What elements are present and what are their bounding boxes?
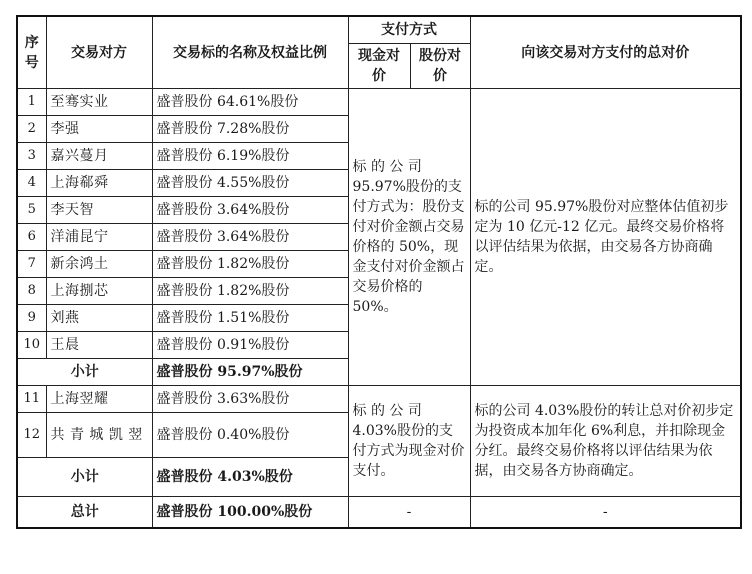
row-target: 盛普股份 3.64%股份 (152, 224, 348, 251)
subtotal-value: 盛普股份 4.03%股份 (152, 458, 348, 497)
row-counterparty: 上海郗舜 (46, 170, 152, 197)
subtotal-label: 小计 (17, 359, 152, 386)
grand-total-value: 盛普股份 100.00%股份 (152, 497, 348, 529)
row-no: 7 (17, 251, 46, 278)
row-counterparty: 洋浦昆宁 (46, 224, 152, 251)
header-seq: 序号 (17, 16, 46, 89)
row-no: 9 (17, 305, 46, 332)
group2-payment-method: 标 的 公 司 4.03%股份的支付方式为现金对价支付。 (348, 386, 470, 497)
header-cash: 现金对价 (348, 44, 410, 89)
row-no: 5 (17, 197, 46, 224)
row-counterparty: 王晨 (46, 332, 152, 359)
table-row (17, 89, 741, 116)
row-no: 2 (17, 116, 46, 143)
row-no: 1 (17, 89, 46, 116)
header-row-1 (17, 16, 741, 44)
transaction-consideration-table (16, 15, 742, 529)
table-row (17, 386, 741, 413)
row-counterparty: 刘燕 (46, 305, 152, 332)
subtotal-value: 盛普股份 95.97%股份 (152, 359, 348, 386)
grand-total-consideration: - (470, 497, 741, 529)
row-target: 盛普股份 1.82%股份 (152, 251, 348, 278)
header-payment-method: 支付方式 (348, 16, 470, 44)
row-target: 盛普股份 6.19%股份 (152, 143, 348, 170)
group2-total-consideration: 标的公司 4.03%股份的转让总对价初步定为投资成本加年化 6%利息，并扣除现金分红。最终交易价格将以评估结果为依据，由交易各方协商确定。 (470, 386, 741, 497)
row-target: 盛普股份 64.61%股份 (152, 89, 348, 116)
row-target: 盛普股份 3.64%股份 (152, 197, 348, 224)
row-target: 盛普股份 0.91%股份 (152, 332, 348, 359)
row-target: 盛普股份 7.28%股份 (152, 116, 348, 143)
grand-total-label: 总计 (17, 497, 152, 529)
row-target: 盛普股份 4.55%股份 (152, 170, 348, 197)
group1-payment-method: 标 的 公 司 95.97%股份的支付方式为：股份支付对价金额占交易价格的 50%，现金支付对价金额占交易价格的 50%。 (348, 89, 470, 386)
row-target: 盛普股份 0.40%股份 (152, 413, 348, 458)
row-counterparty: 共 青 城 凯 翌 (46, 413, 152, 458)
row-no: 6 (17, 224, 46, 251)
row-counterparty: 至骞实业 (46, 89, 152, 116)
row-counterparty: 嘉兴蔓月 (46, 143, 152, 170)
row-no: 10 (17, 332, 46, 359)
grand-total-row (17, 497, 741, 529)
header-shares: 股份对价 (410, 44, 470, 89)
row-counterparty: 新余鸿土 (46, 251, 152, 278)
subtotal-label: 小计 (17, 458, 152, 497)
grand-total-payment: - (348, 497, 470, 529)
row-target: 盛普股份 1.82%股份 (152, 278, 348, 305)
row-no: 3 (17, 143, 46, 170)
group1-total-consideration: 标的公司 95.97%股份对应整体估值初步定为 10 亿元-12 亿元。最终交易价格将以评估结果为依据，由交易各方协商确定。 (470, 89, 741, 386)
row-target: 盛普股份 1.51%股份 (152, 305, 348, 332)
row-counterparty: 李强 (46, 116, 152, 143)
row-no: 8 (17, 278, 46, 305)
row-target: 盛普股份 3.63%股份 (152, 386, 348, 413)
header-target: 交易标的名称及权益比例 (152, 16, 348, 89)
header-total-consideration: 向该交易对方支付的总对价 (470, 16, 741, 89)
row-no: 11 (17, 386, 46, 413)
row-no: 4 (17, 170, 46, 197)
header-counterparty: 交易对方 (46, 16, 152, 89)
row-counterparty: 李天智 (46, 197, 152, 224)
row-no: 12 (17, 413, 46, 458)
row-counterparty: 上海翌耀 (46, 386, 152, 413)
row-counterparty: 上海捌芯 (46, 278, 152, 305)
